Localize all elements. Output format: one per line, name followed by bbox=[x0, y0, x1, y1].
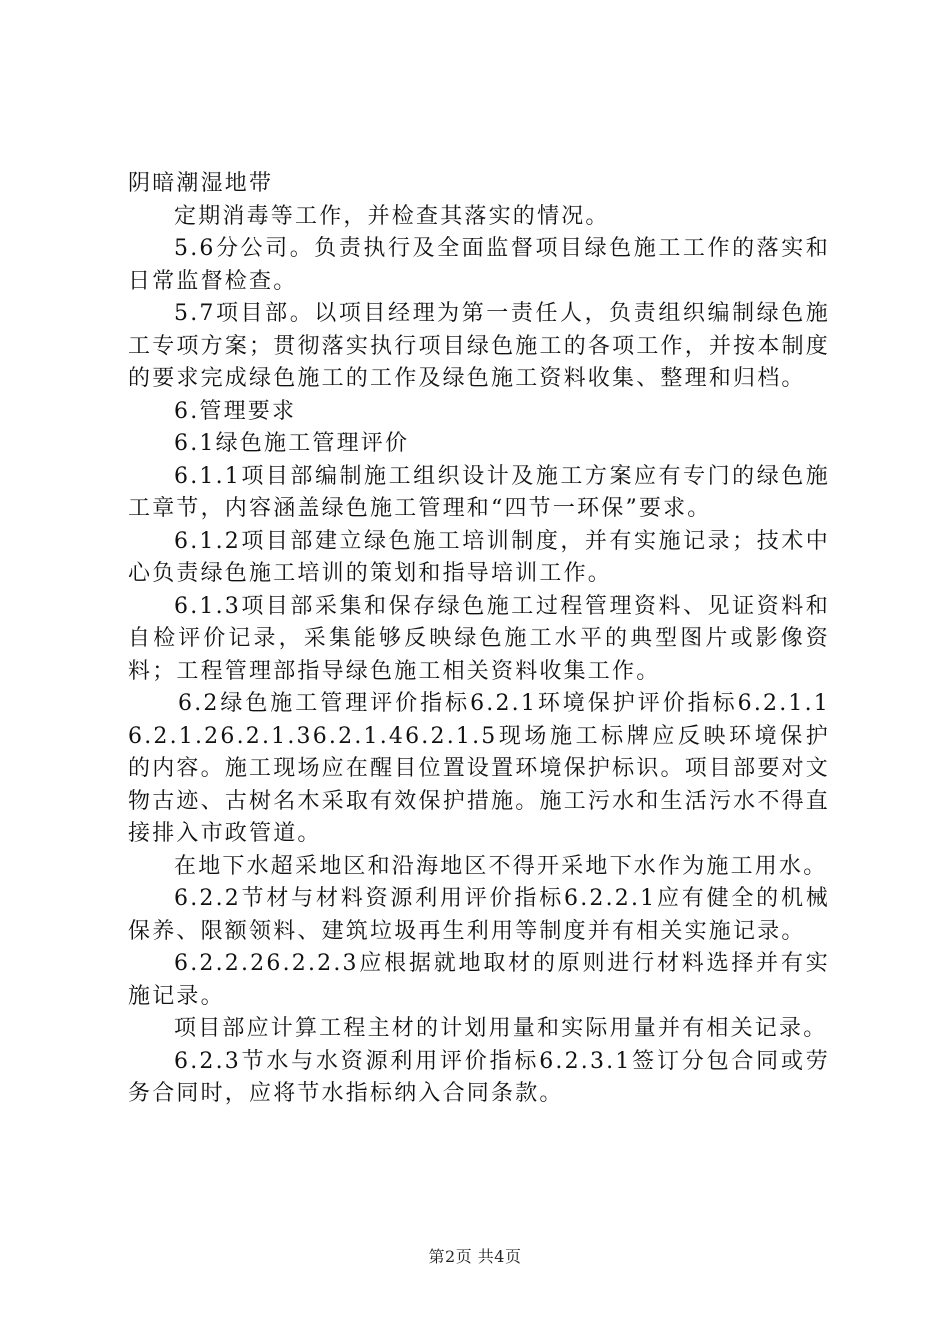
document-body bbox=[128, 168, 830, 1111]
paragraph-1: 阴暗潮湿地带 bbox=[128, 171, 274, 196]
paragraph-6-2-2-2: 6.2.2.26.2.2.3应根据就地取材的原则进行材料选择并有实施记录。 bbox=[128, 951, 830, 1009]
paragraph-2: 定期消毒等工作，并检查其落实的情况。 bbox=[174, 203, 610, 229]
paragraph-6-1-2: 6.1.2项目部建立绿色施工培训制度，并有实施记录；技术中心负责绿色施工培训的策划和指导培训工作。 bbox=[128, 528, 830, 586]
paragraph-6-2-2: 6.2.2节材与材料资源利用评价指标6.2.2.1应有健全的机械保养、限额领料、建筑垃圾再生利用等制度并有相关实施记录。 bbox=[128, 886, 830, 944]
paragraph-6-2: 6.2绿色施工管理评价指标6.2.1环境保护评价指标6.2.1.16.2.1.26.2.1.36.2.1.46.2.1.5现场施工标牌应反映环境保护的内容。施工现场应在醒目位置设置环境保护标识。项目部要对文物古迹、古树名木采取有效保护措施。施工污水和生活污水不得直接排入市政管道。 bbox=[128, 691, 830, 846]
paragraph-6-1-1: 6.1.1项目部编制施工组织设计及施工方案应有专门的绿色施工章节，内容涵盖绿色施工管理和“四节一环保”要求。 bbox=[128, 463, 830, 521]
section-heading-6: 6.管理要求 bbox=[174, 398, 297, 424]
section-heading-6-1: 6.1绿色施工管理评价 bbox=[174, 431, 410, 456]
paragraph-3: 5.6分公司。负责执行及全面监督项目绿色施工工作的落实和日常监督检查。 bbox=[128, 236, 830, 294]
paragraph-groundwater: 在地下水超采地区和沿海地区不得开采地下水作为施工用水。 bbox=[174, 853, 828, 879]
paragraph-6-2-3: 6.2.3节水与水资源利用评价指标6.2.3.1签订分包合同或劳务合同时，应将节水指标纳入合同条款。 bbox=[128, 1048, 830, 1106]
paragraph-material-usage: 项目部应计算工程主材的计划用量和实际用量并有相关记录。 bbox=[174, 1016, 828, 1041]
paragraph-4: 5.7项目部。以项目经理为第一责任人，负责组织编制绿色施工专项方案；贯彻落实执行项目绿色施工的各项工作，并按本制度的要求完成绿色施工的工作及绿色施工资料收集、整理和归档。 bbox=[128, 301, 830, 391]
paragraph-6-1-3: 6.1.3项目部采集和保存绿色施工过程管理资料、见证资料和自检评价记录，采集能够反映绿色施工水平的典型图片或影像资料；工程管理部指导绿色施工相关资料收集工作。 bbox=[128, 593, 830, 684]
page-footer: 第2页 共4页 bbox=[428, 1247, 522, 1266]
